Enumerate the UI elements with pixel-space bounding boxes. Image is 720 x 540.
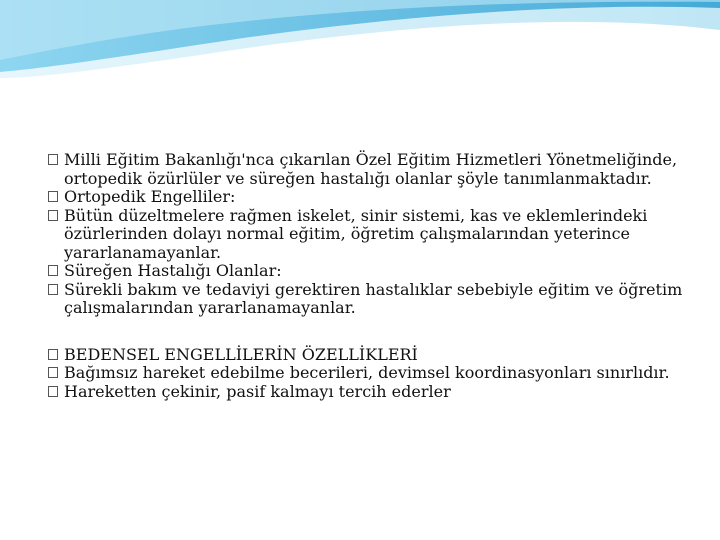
bullet-box-icon: [48, 367, 58, 378]
slide-body: [48, 151, 698, 401]
bullet-box-icon: [48, 284, 58, 295]
bullet-text: Milli Eğitim Bakanlığı'nca çıkarılan Özel Eğitim Hizmetleri Yönetmeliğinde, ortopedik özürlüler ve süreğen hastalığı olanlar şöyle tanımlanmaktadır.: [64, 150, 678, 188]
bullet-item: [48, 383, 698, 402]
bullet-box-icon: [48, 386, 58, 397]
bullet-item: [48, 207, 698, 263]
bullet-text: Bütün düzeltmelere rağmen iskelet, sinir sistemi, kas ve eklemlerindeki özürlerinden dolayı normal eğitim, öğretim çalışmalarından yeterince yararlanamayanlar.: [64, 205, 648, 262]
header-wave-decoration: [0, 0, 720, 90]
bullet-text: Süreğen Hastalığı Olanlar:: [64, 261, 282, 280]
bullet-item: [48, 346, 698, 365]
bullet-text: Ortopedik Engelliler:: [64, 187, 236, 206]
bullet-box-icon: [48, 191, 58, 202]
bullet-box-icon: [48, 265, 58, 276]
bullet-text: Sürekli bakım ve tedaviyi gerektiren hastalıklar sebebiyle eğitim ve öğretim çalışmalarından yararlanamayanlar.: [64, 279, 683, 317]
section-spacer: [48, 318, 698, 346]
section-heading: BEDENSEL ENGELLİLERİN ÖZELLİKLERİ: [64, 344, 418, 364]
bullet-box-icon: [48, 154, 58, 165]
bullet-item: [48, 151, 698, 188]
bullet-text: Bağımsız hareket edebilme becerileri, devimsel koordinasyonları sınırlıdır.: [64, 363, 670, 382]
bullet-text: Hareketten çekinir, pasif kalmayı tercih ederler: [64, 381, 451, 401]
bullet-item: [48, 364, 698, 383]
bullet-item: [48, 188, 698, 207]
bullet-item: [48, 281, 698, 318]
bullet-box-icon: [48, 349, 58, 360]
bullet-item: [48, 262, 698, 281]
bullet-box-icon: [48, 210, 58, 221]
